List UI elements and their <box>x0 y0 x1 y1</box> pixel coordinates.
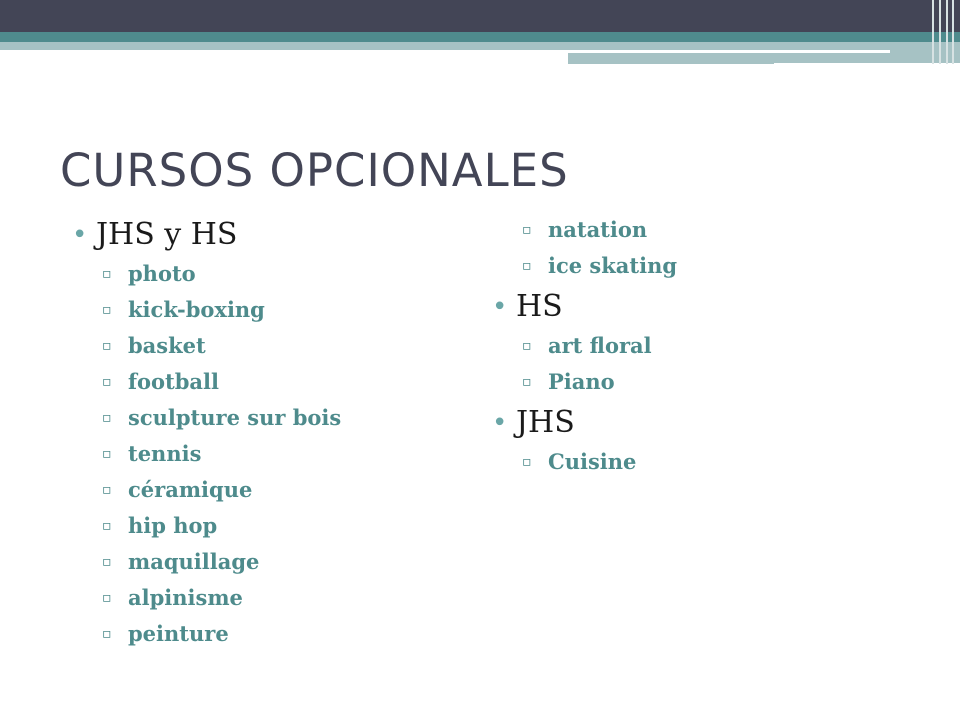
list-item <box>72 616 472 652</box>
list-item <box>72 400 472 436</box>
list-item-label: art floral <box>548 333 652 358</box>
square-bullet-icon: ▫ <box>102 590 112 606</box>
list-item <box>72 328 472 364</box>
list-item <box>492 212 892 248</box>
square-bullet-icon: ▫ <box>522 222 532 238</box>
list-item-label: tennis <box>128 441 202 466</box>
header-vbar <box>946 0 948 64</box>
square-bullet-icon: ▫ <box>102 626 112 642</box>
list-item <box>492 364 892 400</box>
square-bullet-icon: ▫ <box>102 338 112 354</box>
square-bullet-icon: ▫ <box>102 302 112 318</box>
group-jhs <box>492 404 892 442</box>
group-items <box>492 328 892 400</box>
header-accent-line <box>568 50 890 53</box>
list-item-label: ice skating <box>548 253 678 278</box>
continued-items <box>492 212 892 284</box>
group-items <box>72 256 472 652</box>
list-item-label: natation <box>548 217 648 242</box>
header-vbar <box>939 0 941 64</box>
square-bullet-icon: ▫ <box>102 266 112 282</box>
header-band-light-right <box>568 42 960 64</box>
list-item <box>72 364 472 400</box>
list-item <box>72 436 472 472</box>
bullet-icon: • <box>492 292 508 322</box>
list-item-label: Piano <box>548 369 615 394</box>
bullet-icon: • <box>72 220 88 250</box>
list-item-label: Cuisine <box>548 449 637 474</box>
list-item-label: maquillage <box>128 549 260 574</box>
list-item-label: photo <box>128 261 196 286</box>
list-item <box>72 472 472 508</box>
list-item <box>72 508 472 544</box>
square-bullet-icon: ▫ <box>102 374 112 390</box>
header-vbar <box>952 0 954 64</box>
header-band-teal <box>0 32 960 42</box>
list-item <box>492 328 892 364</box>
square-bullet-icon: ▫ <box>102 446 112 462</box>
square-bullet-icon: ▫ <box>522 454 532 470</box>
group-jhs-y-hs <box>72 216 472 254</box>
square-bullet-icon: ▫ <box>522 338 532 354</box>
list-item-label: basket <box>128 333 206 358</box>
list-item-label: hip hop <box>128 513 218 538</box>
header-band-light <box>0 42 568 50</box>
list-item-label: céramique <box>128 477 253 502</box>
list-item-label: football <box>128 369 219 394</box>
square-bullet-icon: ▫ <box>102 410 112 426</box>
square-bullet-icon: ▫ <box>102 482 112 498</box>
group-label: JHS y HS <box>96 217 238 252</box>
list-item <box>72 292 472 328</box>
list-item <box>492 248 892 284</box>
list-item <box>72 580 472 616</box>
list-item <box>72 256 472 292</box>
slide-title: CURSOS OPCIONALES <box>60 144 569 197</box>
square-bullet-icon: ▫ <box>522 258 532 274</box>
list-item-label: peinture <box>128 621 229 646</box>
group-items <box>492 444 892 480</box>
right-column <box>492 212 892 480</box>
list-item-label: alpinisme <box>128 585 243 610</box>
header-vbar <box>932 0 934 64</box>
bullet-icon: • <box>492 408 508 438</box>
square-bullet-icon: ▫ <box>102 518 112 534</box>
square-bullet-icon: ▫ <box>522 374 532 390</box>
list-item-label: sculpture sur bois <box>128 405 342 430</box>
group-hs <box>492 288 892 326</box>
group-label: HS <box>516 289 563 324</box>
square-bullet-icon: ▫ <box>102 554 112 570</box>
list-item <box>72 544 472 580</box>
list-item <box>492 444 892 480</box>
group-label: JHS <box>516 405 575 440</box>
left-column <box>72 216 472 652</box>
list-item-label: kick-boxing <box>128 297 265 322</box>
header-vertical-bars <box>930 0 960 64</box>
header-band-dark <box>0 0 960 32</box>
